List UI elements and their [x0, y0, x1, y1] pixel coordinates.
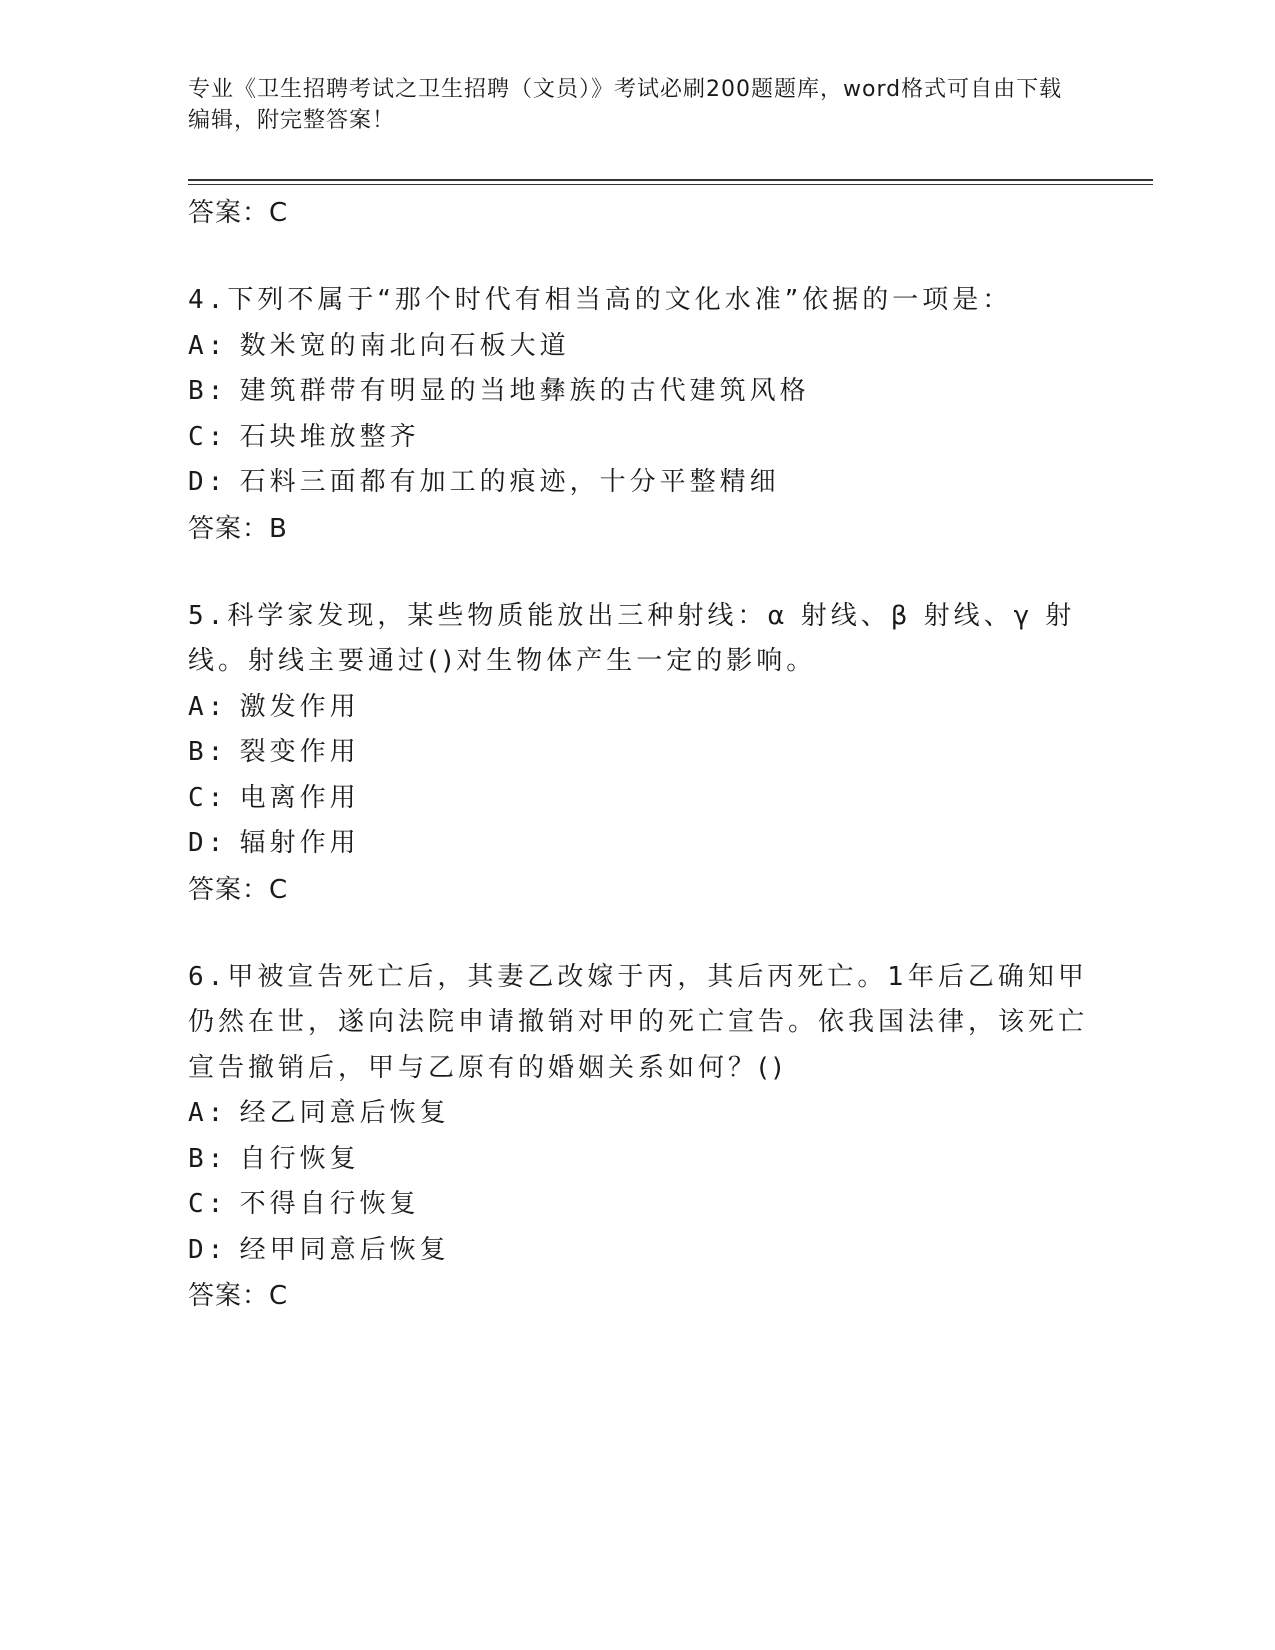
option-text: 经乙同意后恢复 — [239, 1098, 450, 1128]
answer: 答案：C — [188, 874, 289, 905]
question-stem: 下列不属于“那个时代有相当高的文化水准”依据的一项是： — [227, 285, 1013, 315]
option-letter: B: — [188, 1143, 228, 1174]
option-letter: D: — [188, 467, 228, 497]
question-number: 6. — [188, 961, 228, 992]
option-a — [188, 324, 1088, 370]
document-body — [188, 190, 1088, 1319]
option-b — [188, 1137, 1088, 1183]
option-letter: B: — [188, 376, 228, 406]
question-stem: 科学家发现，某些物质能放出三种射线：α 射线、β 射线、γ 射线。射线主要通过()对生物体产生一定的影响。 — [188, 600, 1076, 676]
option-letter: D: — [188, 828, 228, 858]
option-text: 辐射作用 — [239, 828, 360, 858]
question-stem: 甲被宣告死亡后，其妻乙改嫁于丙，其后丙死亡。1年后乙确知甲仍然在世，遂向法院申请撤销对甲的死亡宣告。依我国法律，该死亡宣告撤销后，甲与乙原有的婚姻关系如何？() — [188, 961, 1089, 1083]
option-c — [188, 415, 1088, 461]
answer: 答案：B — [188, 513, 288, 544]
option-text: 裂变作用 — [239, 737, 360, 767]
answer: 答案：C — [188, 1281, 289, 1311]
option-a — [188, 685, 1088, 731]
option-text: 自行恢复 — [239, 1143, 360, 1174]
option-letter: B: — [188, 737, 228, 767]
question-6 — [188, 955, 1088, 1092]
option-letter: A: — [188, 1098, 228, 1128]
option-d — [188, 1228, 1088, 1274]
option-text: 经甲同意后恢复 — [239, 1234, 450, 1265]
document-header: 专业《卫生招聘考试之卫生招聘（文员）》考试必刷200题题库，word格式可自由下载编辑，附完整答案！ — [188, 77, 1063, 133]
option-b — [188, 369, 1088, 415]
option-c — [188, 776, 1088, 822]
question-5 — [188, 594, 1088, 685]
option-letter: C: — [188, 782, 228, 813]
option-text: 石块堆放整齐 — [239, 421, 420, 452]
option-d — [188, 821, 1088, 867]
option-d — [188, 460, 1088, 506]
option-text: 石料三面都有加工的痕迹，十分平整精细 — [239, 467, 780, 497]
question-number: 4. — [188, 285, 228, 315]
question-number: 5. — [188, 600, 228, 631]
option-letter: C: — [188, 421, 228, 452]
option-a — [188, 1091, 1088, 1137]
header-divider-thick — [188, 179, 1153, 181]
header-divider-thin — [188, 184, 1153, 185]
previous-answer: 答案：C — [188, 198, 289, 228]
option-text: 电离作用 — [239, 782, 360, 813]
option-text: 不得自行恢复 — [239, 1189, 420, 1219]
option-c — [188, 1182, 1088, 1228]
option-text: 数米宽的南北向石板大道 — [239, 330, 570, 361]
option-b — [188, 730, 1088, 776]
option-text: 激发作用 — [239, 691, 360, 722]
option-letter: A: — [188, 330, 228, 361]
option-letter: A: — [188, 691, 228, 722]
question-4 — [188, 278, 1088, 324]
option-text: 建筑群带有明显的当地彝族的古代建筑风格 — [239, 376, 810, 406]
option-letter: C: — [188, 1189, 228, 1219]
option-letter: D: — [188, 1234, 228, 1265]
